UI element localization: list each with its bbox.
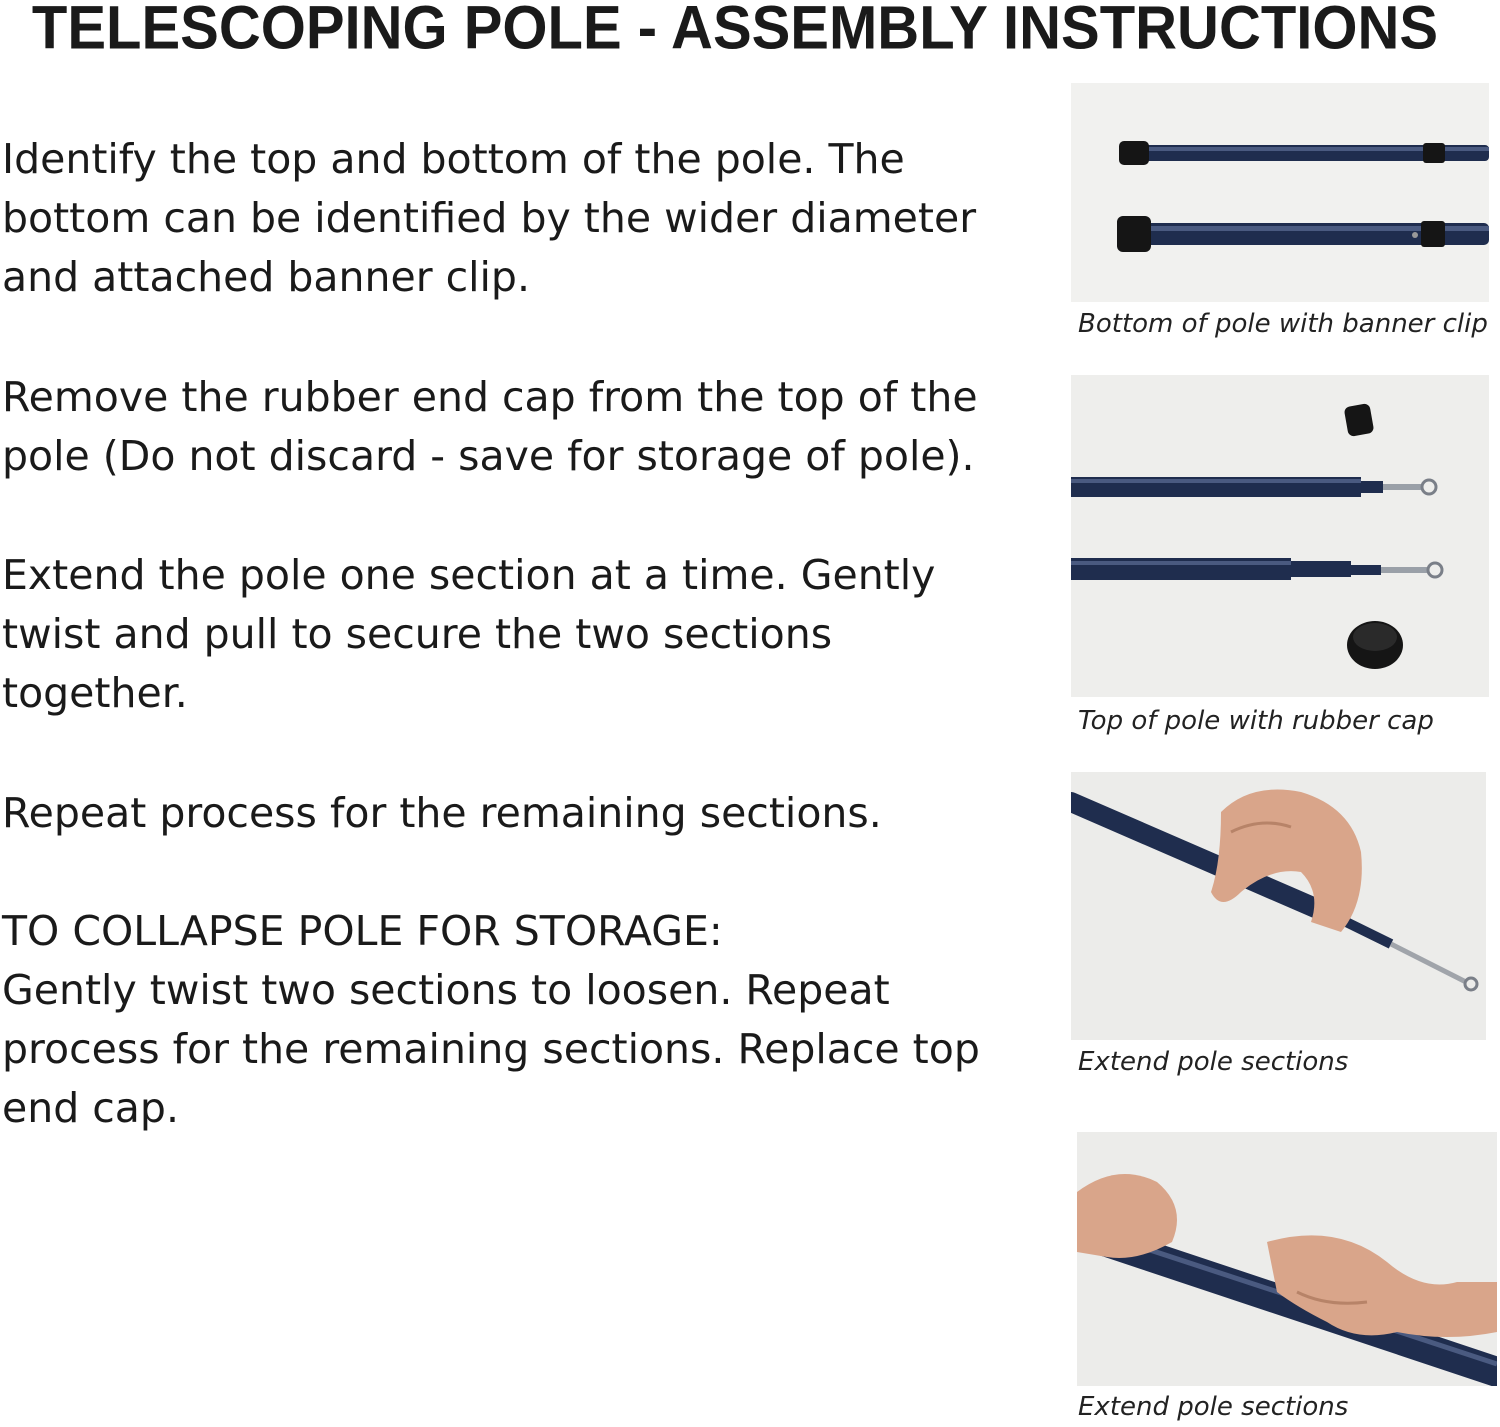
photo-pole-bottom xyxy=(1071,83,1489,302)
caption-extend-2: Extend pole sections xyxy=(1078,1392,1349,1422)
collapse-heading: TO COLLAPSE POLE FOR STORAGE: xyxy=(2,907,723,955)
step-extend: Extend the pole one section at a time. Gently twist and pull to secure the two sections together. xyxy=(2,551,936,717)
caption-pole-top: Top of pole with rubber cap xyxy=(1078,706,1434,736)
caption-extend-1: Extend pole sections xyxy=(1078,1047,1349,1077)
step-remove-cap: Remove the rubber end cap from the top of the pole (Do not discard - save for storage of pole). xyxy=(2,373,978,480)
photo-pole-top xyxy=(1071,375,1489,697)
step-repeat: Repeat process for the remaining sections. xyxy=(2,789,882,837)
photo-extend-2 xyxy=(1077,1132,1497,1386)
page-title: TELESCOPING POLE - ASSEMBLY INSTRUCTIONS xyxy=(31,0,1439,62)
photo-extend-1 xyxy=(1071,772,1486,1040)
step-identify: Identify the top and bottom of the pole. The bottom can be identified by the wider diameter and attached banner clip. xyxy=(2,135,977,301)
step-collapse: Gently twist two sections to loosen. Repeat process for the remaining sections. Replace top end cap. xyxy=(2,966,980,1132)
caption-pole-bottom: Bottom of pole with banner clip xyxy=(1078,309,1488,339)
